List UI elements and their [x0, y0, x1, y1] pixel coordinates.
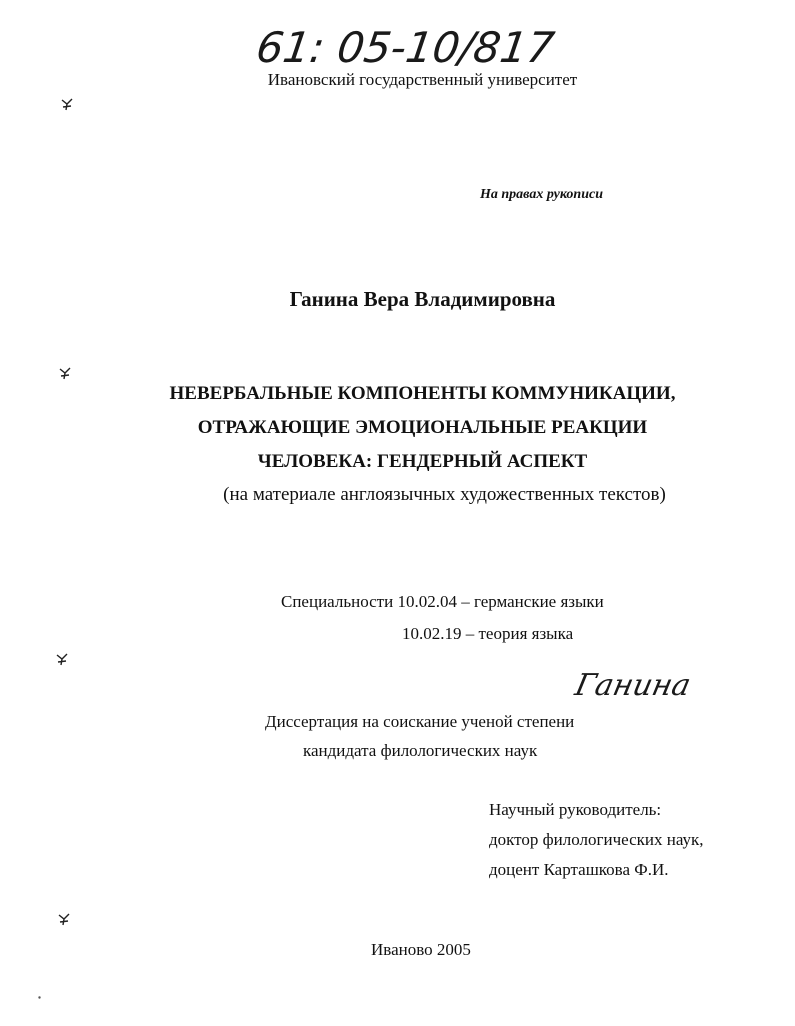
- scan-mark-icon: [60, 97, 74, 111]
- university-name: Ивановский государственный университет: [267, 70, 578, 89]
- scan-mark-icon: [55, 652, 69, 666]
- supervisor-title: доктор филологических наук,: [489, 830, 704, 849]
- author-name: Ганина Вера Владимировна: [289, 287, 556, 311]
- dissertation-title-line-1: НЕВЕРБАЛЬНЫЕ КОМПОНЕНТЫ КОММУНИКАЦИИ,: [169, 383, 676, 404]
- dissertation-title-line-2: ОТРАЖАЮЩИЕ ЭМОЦИОНАЛЬНЫЕ РЕАКЦИИ: [197, 417, 648, 438]
- city-year: Иваново 2005: [371, 940, 471, 959]
- scan-dot-icon: [38, 996, 41, 999]
- supervisor-label: Научный руководитель:: [489, 800, 662, 819]
- manuscript-rights-note: На правах рукописи: [480, 187, 603, 202]
- degree-line-2: кандидата филологических наук: [303, 741, 538, 760]
- handwritten-signature: [571, 665, 708, 705]
- dissertation-title-line-3: ЧЕЛОВЕКА: ГЕНДЕРНЫЙ АСПЕКТ: [257, 451, 588, 472]
- scan-mark-icon: [58, 366, 72, 380]
- dissertation-subtitle: (на материале англоязычных художественных текстов): [223, 484, 666, 505]
- scan-mark-icon: [57, 912, 71, 926]
- degree-line-1: Диссертация на соискание ученой степени: [265, 712, 575, 731]
- svg-text:61: 05-10/817: 61: 05-10/817: [253, 23, 558, 72]
- specialty-line-1: Специальности 10.02.04 – германские языки: [281, 592, 604, 611]
- specialty-line-2: 10.02.19 – теория языка: [402, 624, 574, 643]
- svg-text:Ганина: Ганина: [571, 668, 694, 703]
- supervisor-name: доцент Карташкова Ф.И.: [489, 860, 669, 879]
